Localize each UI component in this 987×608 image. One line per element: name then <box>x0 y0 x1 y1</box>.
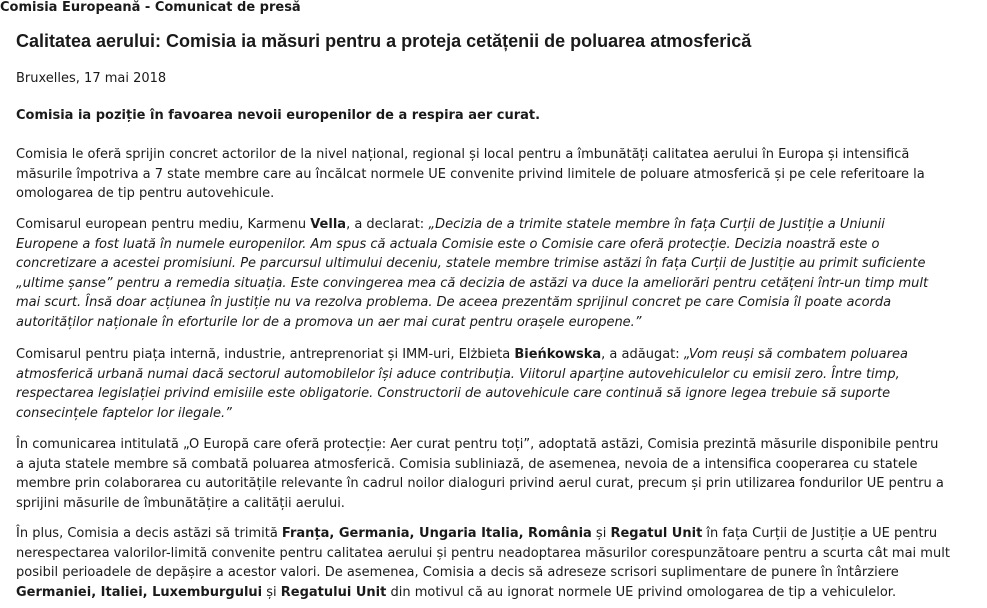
paragraph-bienkowska-quote <box>16 345 982 423</box>
paragraph-line: În comunicarea intitulată „O Europă care oferă protecție: Aer curat pentru toți”, adoptată astăzi, Comisia prezintă măsurile disponibile pentru <box>16 437 939 452</box>
paragraph-intro <box>16 145 982 204</box>
page-title: Calitatea aerului: Comisia ia măsuri pentru a proteja cetățenii de poluarea atmosferică <box>16 31 752 51</box>
quote-line: concretizare a acestei promisiuni. Pe parcursul ultimului deceniu, statele membre trimise astăzi în fața Curții de Justiție au primit suficiente <box>16 256 926 272</box>
quote-intro-text: , a declarat: <box>346 217 429 232</box>
text-segment: și <box>262 584 281 600</box>
text-segment: În plus, Comisia a decis astăzi să trimită <box>16 526 282 541</box>
text-segment: și <box>591 526 611 541</box>
paragraph-line: nerespectarea valorilor-limită convenite pentru calitatea aerului și pentru neadoptarea măsurilor corespunzătoare pentru a scurta cât mai mult <box>16 545 950 561</box>
quote-line: „ultime șanse” pentru a remedia situația. Este convingerea mea că decizia de astăzi va duce la ameliorări pentru cetățeni într-un timp mult <box>16 275 929 291</box>
paragraph-line <box>16 345 982 365</box>
paragraph-line <box>16 583 982 603</box>
quote-line: consecințele faptelor lor ilegale.” <box>16 405 232 421</box>
paragraph-infringements <box>16 524 982 602</box>
text-segment: din motivul că au ignorat normele UE privind omologarea de tip a vehiculelor. <box>386 584 897 600</box>
paragraph-line <box>16 524 982 544</box>
quote-intro-text: Comisarul pentru piața internă, industrie, antreprenoriat și IMM-uri, Elżbieta <box>16 347 515 362</box>
paragraph-line: omologarea de tip pentru autovehicule. <box>16 186 275 202</box>
country-list: Franța, Germania, Ungaria Italia, România <box>281 526 592 541</box>
country-name: Regatului Unit <box>280 584 387 600</box>
quote-text: „Vom reuși să combatem poluarea <box>683 347 908 362</box>
paragraph-line: membre prin colaborarea cu autoritățile relevante în cadrul noilor dialoguri privind aerul curat, precum și prin utilizarea fondurilor UE pentru a <box>16 476 944 492</box>
speaker-name: Vella <box>310 217 347 232</box>
quote-line: Europene a fost luată în numele europenilor. Am spus că actuala Comisie este o Comisie care oferă protecție. Decizia noastră este o <box>16 236 880 252</box>
country-list: Germaniei, Italiei, Luxemburgului <box>16 584 263 600</box>
press-release-kicker: Comisia Europeană - Comunicat de presă <box>0 0 301 15</box>
paragraph-line: Comisia le oferă sprijin concret actorilor de la nivel național, regional și local pentru a îmbunătăți calitatea aerului în Europa și intensifică <box>16 147 910 162</box>
quote-intro-text: , a adăugat: <box>601 347 684 362</box>
quote-line: respectarea legislației privind emisiile este obligatorie. Constructorii de autovehicule care continuă să ignore legea trebuie să suporte <box>16 386 891 402</box>
quote-line: mai scurt. Însă doar acțiunea în justiție nu va rezolva problema. De aceea prezentăm sprijinul concret pe care Comisia îl poate acorda <box>16 295 892 311</box>
text-segment: în fața Curții de Justiție a UE pentru <box>702 526 938 541</box>
quote-intro-text: Comisarul european pentru mediu, Karmenu <box>16 217 311 232</box>
paragraph-communication <box>16 435 982 513</box>
paragraph-line: sprijini măsurile de îmbunătățire a calității aerului. <box>16 495 345 511</box>
paragraph-line: a ajuta statele membre să combată poluarea atmosferică. Comisia subliniază, de asemenea, nevoia de a intensifica cooperarea cu statele <box>16 456 918 472</box>
quote-line: autorităților naționale în eforturile lor de a promova un aer mai curat pentru orașele europene.” <box>16 314 642 330</box>
quote-text: „Decizia de a trimite statele membre în fața Curții de Justiție a Uniunii <box>428 217 885 232</box>
lead-paragraph: Comisia ia poziție în favoarea nevoii europenilor de a respira aer curat. <box>16 108 541 123</box>
speaker-name: Bieńkowska <box>514 347 602 362</box>
country-name: Regatul Unit <box>610 526 703 541</box>
paragraph-vella-quote <box>16 215 982 333</box>
paragraph-line: măsurile împotriva a 7 state membre care au încălcat normele UE convenite privind limitele de poluare atmosferică și pe cele referitoare la <box>16 166 925 182</box>
paragraph-line <box>16 215 982 235</box>
dateline: Bruxelles, 17 mai 2018 <box>16 71 167 86</box>
quote-line: atmosferică urbană numai dacă sectorul automobilelor își aduce contribuția. Viitorul aparține autovehiculelor cu emisii zero. Între timp, <box>16 366 900 382</box>
paragraph-line: posibil perioadele de depășire a acestor valori. De asemenea, Comisia a decis să adreseze scrisori suplimentare de punere în întârziere <box>16 565 899 581</box>
